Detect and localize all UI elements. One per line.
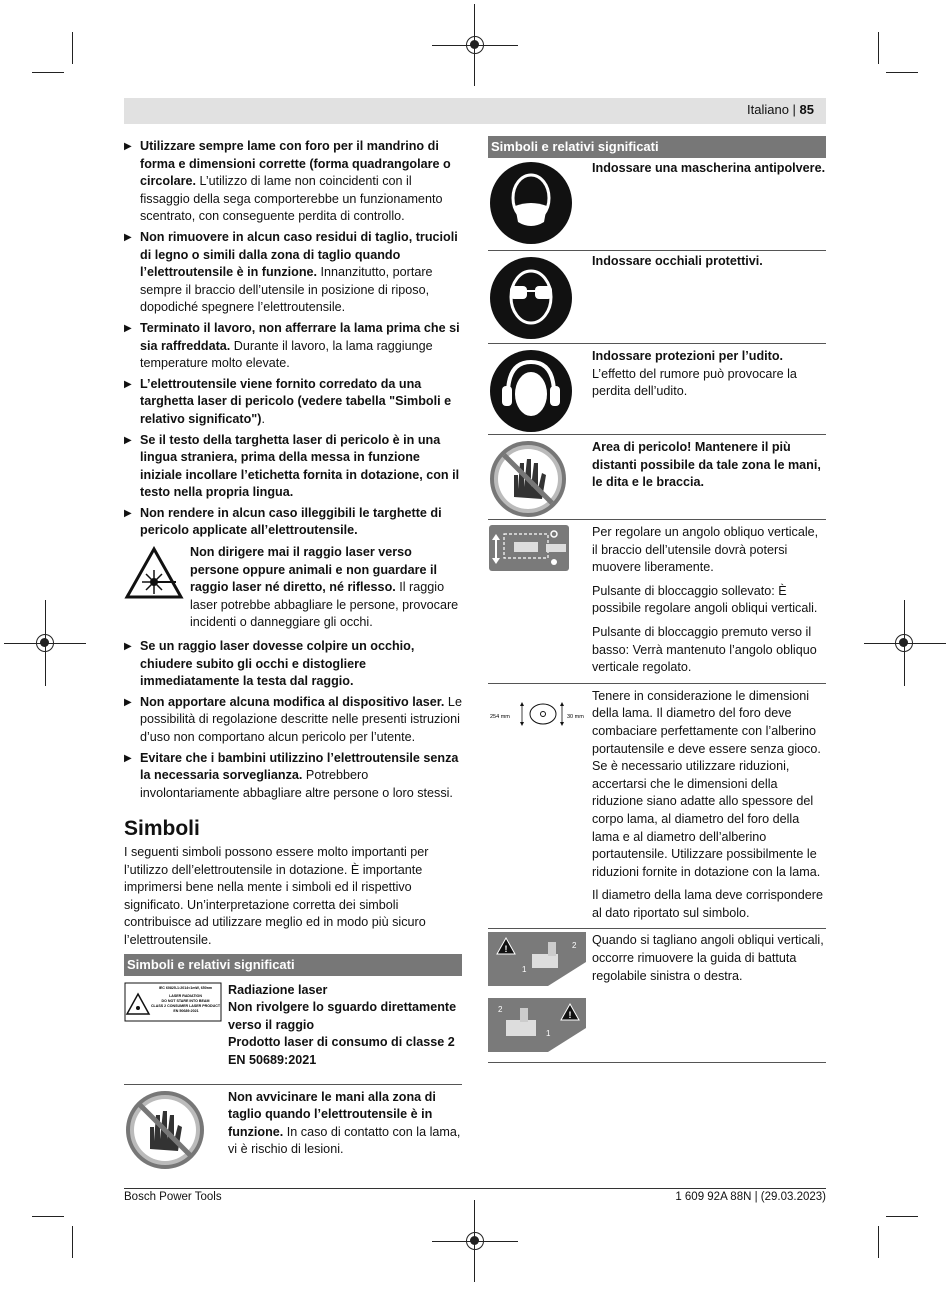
safety-bullet: ▶ Utilizzare sempre lame con foro per il mandrino di forma e dimensioni corrette (forma quadrangolare o circolare. L’utilizzo di lame non coincidenti con il fissaggio della sega comporterebbe un funzionamento scentrato, con conseguente perdita di controllo. bbox=[124, 138, 462, 226]
laser-label-line: IEC 60825-1:2014<1mW, 650nm bbox=[158, 985, 213, 990]
symbol-row-laser bbox=[124, 976, 462, 1085]
registration-mark bbox=[466, 36, 484, 54]
svg-text:1: 1 bbox=[522, 965, 527, 975]
crop-mark bbox=[878, 32, 879, 64]
goggles-description: Indossare occhiali protettivi. bbox=[592, 254, 763, 268]
bevel-lock-description: Per regolare un angolo obliquo verticale, il braccio dell’utensile dovrà potersi muovere liberamente. Pulsante di bloccaggio sollevato: È possibile regolare angoli obliqui verticali. Pulsante di bloccaggio premuto verso il basso: Verrà mantenuto l’angolo obliquo verticale regolato. bbox=[592, 525, 819, 675]
footer-doc-number: 1 609 92A 88N | (29.03.2023) bbox=[675, 1191, 826, 1203]
dust-mask-icon bbox=[488, 160, 592, 250]
right-column bbox=[488, 136, 826, 1063]
laser-warning-icon bbox=[124, 544, 190, 632]
registration-mark bbox=[36, 634, 54, 652]
laser-warning-text: Non dirigere mai il raggio laser verso persone oppure animali e non guardare il raggio laser né diretto, né riflesso. Il raggio laser potrebbe abbagliare le persone, provocare incidenti o danneggiare gli occhi. bbox=[190, 545, 459, 630]
ear-protection-icon bbox=[488, 348, 592, 434]
svg-text:1: 1 bbox=[546, 1029, 551, 1039]
blade-dimensions-icon bbox=[488, 688, 592, 929]
ear-protection-description: Indossare protezioni per l’udito. L’effetto del rumore può provocare la perdita dell’udito. bbox=[592, 349, 797, 399]
safety-bullet: ▶ L’elettroutensile viene fornito corredato da una targhetta laser di pericolo (vedere tabella "Simboli e relativo significato"). bbox=[124, 376, 462, 429]
safety-bullet: ▶ Se un raggio laser dovesse colpire un occhio, chiudere subito gli occhi e distogliere immediatamente la testa dal raggio. bbox=[124, 638, 462, 691]
registration-mark bbox=[895, 634, 913, 652]
crop-mark bbox=[32, 72, 64, 73]
svg-text:2: 2 bbox=[572, 941, 577, 951]
symbol-row-hands bbox=[124, 1085, 462, 1190]
symbol-row-goggles bbox=[488, 251, 826, 344]
symbol-row-bevel-lock bbox=[488, 520, 826, 684]
page-number: 85 bbox=[799, 102, 814, 117]
symbol-row-blade-dimensions bbox=[488, 684, 826, 930]
safety-bullet: ▶ Evitare che i bambini utilizzino l’elettroutensile senza la necessaria sorveglianza. Potrebbero involontariamente abbagliare altre persone o loro stessi. bbox=[124, 750, 462, 803]
fence-removal-description: Quando si tagliano angoli obliqui verticali, occorre rimuovere la guida di battuta regolabile sinistra o destra. bbox=[592, 933, 824, 983]
left-column bbox=[124, 138, 462, 1189]
laser-symbol-description: Radiazione laser Non rivolgere lo sguardo direttamente verso il raggio Prodotto laser di consumo di classe 2 EN 50689:2021 bbox=[228, 982, 457, 1067]
symbols-table-header: Simboli e relativi significati bbox=[488, 136, 826, 158]
footer-brand: Bosch Power Tools bbox=[124, 1191, 222, 1203]
safety-bullet: ▶ Terminato il lavoro, non afferrare la lama prima che si sia raffreddata. Durante il lavoro, la lama raggiunge temperature molto elevate. bbox=[124, 320, 462, 373]
bevel-lock-icon bbox=[488, 524, 592, 683]
symbol-row-fence bbox=[488, 929, 826, 1062]
crop-mark bbox=[72, 1226, 73, 1258]
symbol-row-ear-protection bbox=[488, 344, 826, 435]
bore-diameter-label: 30 mm bbox=[567, 713, 584, 720]
header-language: Italiano bbox=[747, 102, 789, 117]
registration-mark bbox=[466, 1232, 484, 1250]
intro-paragraph: I seguenti simboli possono essere molto importanti per l’utilizzo dell’elettroutensile in dotazione. È importante imprimersi bene nella mente i simboli ed il rispettivo significato. Un’interpretazione corretta dei simboli contribuisce ad utilizzare meglio ed in modo più sicuro l’elettroutensile. bbox=[124, 844, 429, 947]
crop-mark bbox=[886, 1216, 918, 1217]
crop-mark bbox=[878, 1226, 879, 1258]
laser-label-line: LASER RADIATION bbox=[169, 993, 202, 998]
safety-bullet: ▶ Se il testo della targhetta laser di pericolo è in una lingua straniera, prima della messa in funzione iniziale incollare l’etichetta fornita in dotazione, con il testo nella propria lingua. bbox=[124, 432, 462, 502]
goggles-icon bbox=[488, 253, 592, 343]
safety-bullet: ▶ Non apportare alcuna modifica al dispositivo laser. Le possibilità di regolazione descritte nelle presenti istruzioni d’uso non comportano alcun pericolo per l’utente. bbox=[124, 694, 462, 747]
laser-label-line: EN 50689:2021 bbox=[173, 1008, 199, 1013]
symbol-row-dust-mask bbox=[488, 158, 826, 251]
crop-mark bbox=[72, 32, 73, 64]
no-hands-icon bbox=[124, 1089, 228, 1177]
laser-label-line: CLASS 2 CONSUMER LASER PRODUCT bbox=[150, 1003, 221, 1008]
page-header bbox=[124, 98, 826, 124]
laser-label-line: DO NOT STARE INTO BEAM bbox=[161, 998, 210, 1003]
svg-text:!: ! bbox=[568, 1010, 572, 1021]
footer-divider bbox=[124, 1188, 826, 1189]
safety-bullet: ▶ Non rimuovere in alcun caso residui di taglio, trucioli di legno o simili dalla zona di taglio quando l’elettroutensile è in funzione. Innanzitutto, portare sempre il braccio dell’utensile in posizione di riposo, dopodiché spegnere l’elettroutensile. bbox=[124, 229, 462, 317]
blade-diameter-label: 254 mm bbox=[490, 713, 510, 720]
symbol-row-danger-area bbox=[488, 435, 826, 520]
section-title: Simboli bbox=[124, 817, 200, 841]
laser-warning bbox=[124, 544, 462, 632]
fence-removal-icons bbox=[488, 932, 592, 1057]
crop-mark bbox=[32, 1216, 64, 1217]
danger-area-icon bbox=[488, 439, 592, 519]
safety-bullet: ▶ Non rendere in alcun caso illeggibili le targhette di pericolo applicate all’elettroutensile. bbox=[124, 505, 462, 540]
svg-text:2: 2 bbox=[498, 1005, 503, 1015]
header-text: Italiano | 85 bbox=[747, 102, 814, 117]
hands-symbol-description: Non avvicinare le mani alla zona di taglio quando l’elettroutensile è in funzione. In caso di contatto con la lama, vi è rischio di lesioni. bbox=[228, 1089, 461, 1157]
danger-area-description: Area di pericolo! Mantenere il più distanti possibile da tale zona le mani, le dita e le braccia. bbox=[592, 440, 821, 490]
blade-dimensions-description: Tenere in considerazione le dimensioni della lama. Il diametro del foro deve combaciare perfettamente con l’alberino portautensile e deve essere senza gioco. Se è necessario utilizzare riduzioni, accertarsi che le dimensioni della riduzione siano adatte allo spessore del corpo lama, al diametro del foro della lama e al diametro dell’alberino portautensile. Utilizzare possibilmente le riduzioni fornite in dotazione con la lama. Il diametro della lama deve corrispondere al dato riportato sul simbolo. bbox=[592, 688, 824, 920]
dust-mask-description: Indossare una mascherina antipolvere. bbox=[592, 161, 826, 175]
crop-mark bbox=[886, 72, 918, 73]
laser-label-symbol bbox=[124, 982, 228, 1070]
svg-text:!: ! bbox=[504, 944, 508, 955]
symbols-table-header: Simboli e relativi significati bbox=[124, 954, 462, 976]
